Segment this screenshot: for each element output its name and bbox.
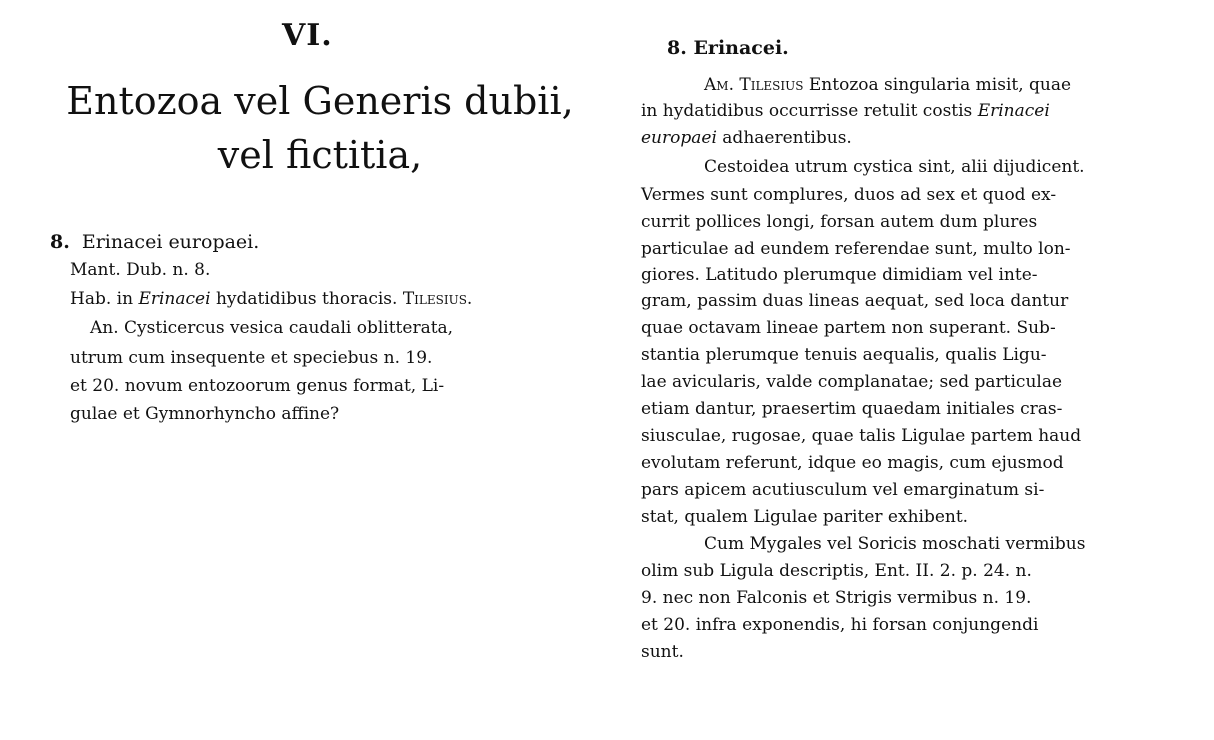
body-line: currit pollices longi, forsan autem dum plures — [641, 212, 1038, 232]
body-line: Vermes sunt complures, duos ad sex et quod ex- — [641, 185, 1057, 205]
body-line: lae avicularis, valde complanatae; sed particulae — [641, 372, 1063, 392]
section-title — [40, 74, 600, 182]
reference-line: Mant. Dub. n. 8. — [70, 260, 211, 280]
entry-number: 8. — [50, 231, 70, 253]
right-heading: 8. Erinacei. — [667, 37, 789, 59]
right-line-2 — [641, 99, 1050, 123]
habitat-line — [70, 287, 472, 311]
right-line-3-species: europaei — [641, 128, 717, 148]
habitat-author: Tilesius. — [402, 289, 473, 309]
body-line: particulae ad eundem referendae sunt, multo lon- — [641, 239, 1071, 259]
body-line: et 20. infra exponendis, hi forsan conjungendi — [641, 615, 1039, 635]
right-line-2-pre: in hydatidibus occurrisse retulit costis — [641, 101, 973, 121]
body-line: sunt. — [641, 642, 684, 662]
right-line-1-rest: Entozoa singularia misit, quae — [808, 75, 1072, 95]
note-line-2: utrum cum insequente et speciebus n. 19. — [70, 348, 433, 368]
body-line: giores. Latitudo plerumque dimidiam vel inte- — [641, 265, 1038, 285]
body-line: etiam dantur, praesertim quaedam initiales cras- — [641, 399, 1063, 419]
right-line-3-rest: adhaerentibus. — [722, 128, 852, 148]
body-line: quae octavam lineae partem non superant. Sub- — [641, 318, 1056, 338]
body-line: gram, passim duas lineas aequat, sed loca dantur — [641, 291, 1069, 311]
body-line: Cestoidea utrum cystica sint, alii dijudicent. — [704, 157, 1085, 177]
body-line: 9. nec non Falconis et Strigis vermibus n. 19. — [641, 588, 1032, 608]
note-line-3: et 20. novum entozoorum genus format, Li- — [70, 376, 445, 396]
entry-heading — [50, 231, 259, 253]
entry-name: Erinacei europaei. — [81, 231, 260, 253]
body-line: evolutam referunt, idque eo magis, cum ejusmod — [641, 453, 1064, 473]
habitat-pre: Hab. in — [70, 289, 134, 309]
body-line: olim sub Ligula descriptis, Ent. II. 2. p. 24. n. — [641, 561, 1032, 581]
note-line-1: An. Cysticercus vesica caudali oblitterata, — [90, 318, 454, 338]
section-number: VI. — [282, 18, 333, 53]
habitat-site: hydatidibus thoracis. — [215, 289, 398, 309]
right-line-2-host: Erinacei — [977, 101, 1050, 121]
title-line-1: Entozoa vel Generis dubii, — [66, 79, 574, 123]
right-author: Am. Tilesius — [704, 75, 804, 95]
body-line: siusculae, rugosae, quae talis Ligulae partem haud — [641, 426, 1082, 446]
body-line: Cum Mygales vel Soricis moschati vermibus — [704, 534, 1086, 554]
note-line-4: gulae et Gymnorhyncho affine? — [70, 404, 340, 424]
right-line-3 — [641, 126, 852, 150]
title-line-2: vel fictitia, — [217, 133, 423, 177]
body-line: pars apicem acutiusculum vel emarginatum si- — [641, 480, 1045, 500]
habitat-host: Erinacei — [138, 289, 211, 309]
body-line: stantia plerumque tenuis aequalis, qualis Ligu- — [641, 345, 1047, 365]
right-line-1 — [704, 73, 1071, 97]
body-line: stat, qualem Ligulae pariter exhibent. — [641, 507, 969, 527]
